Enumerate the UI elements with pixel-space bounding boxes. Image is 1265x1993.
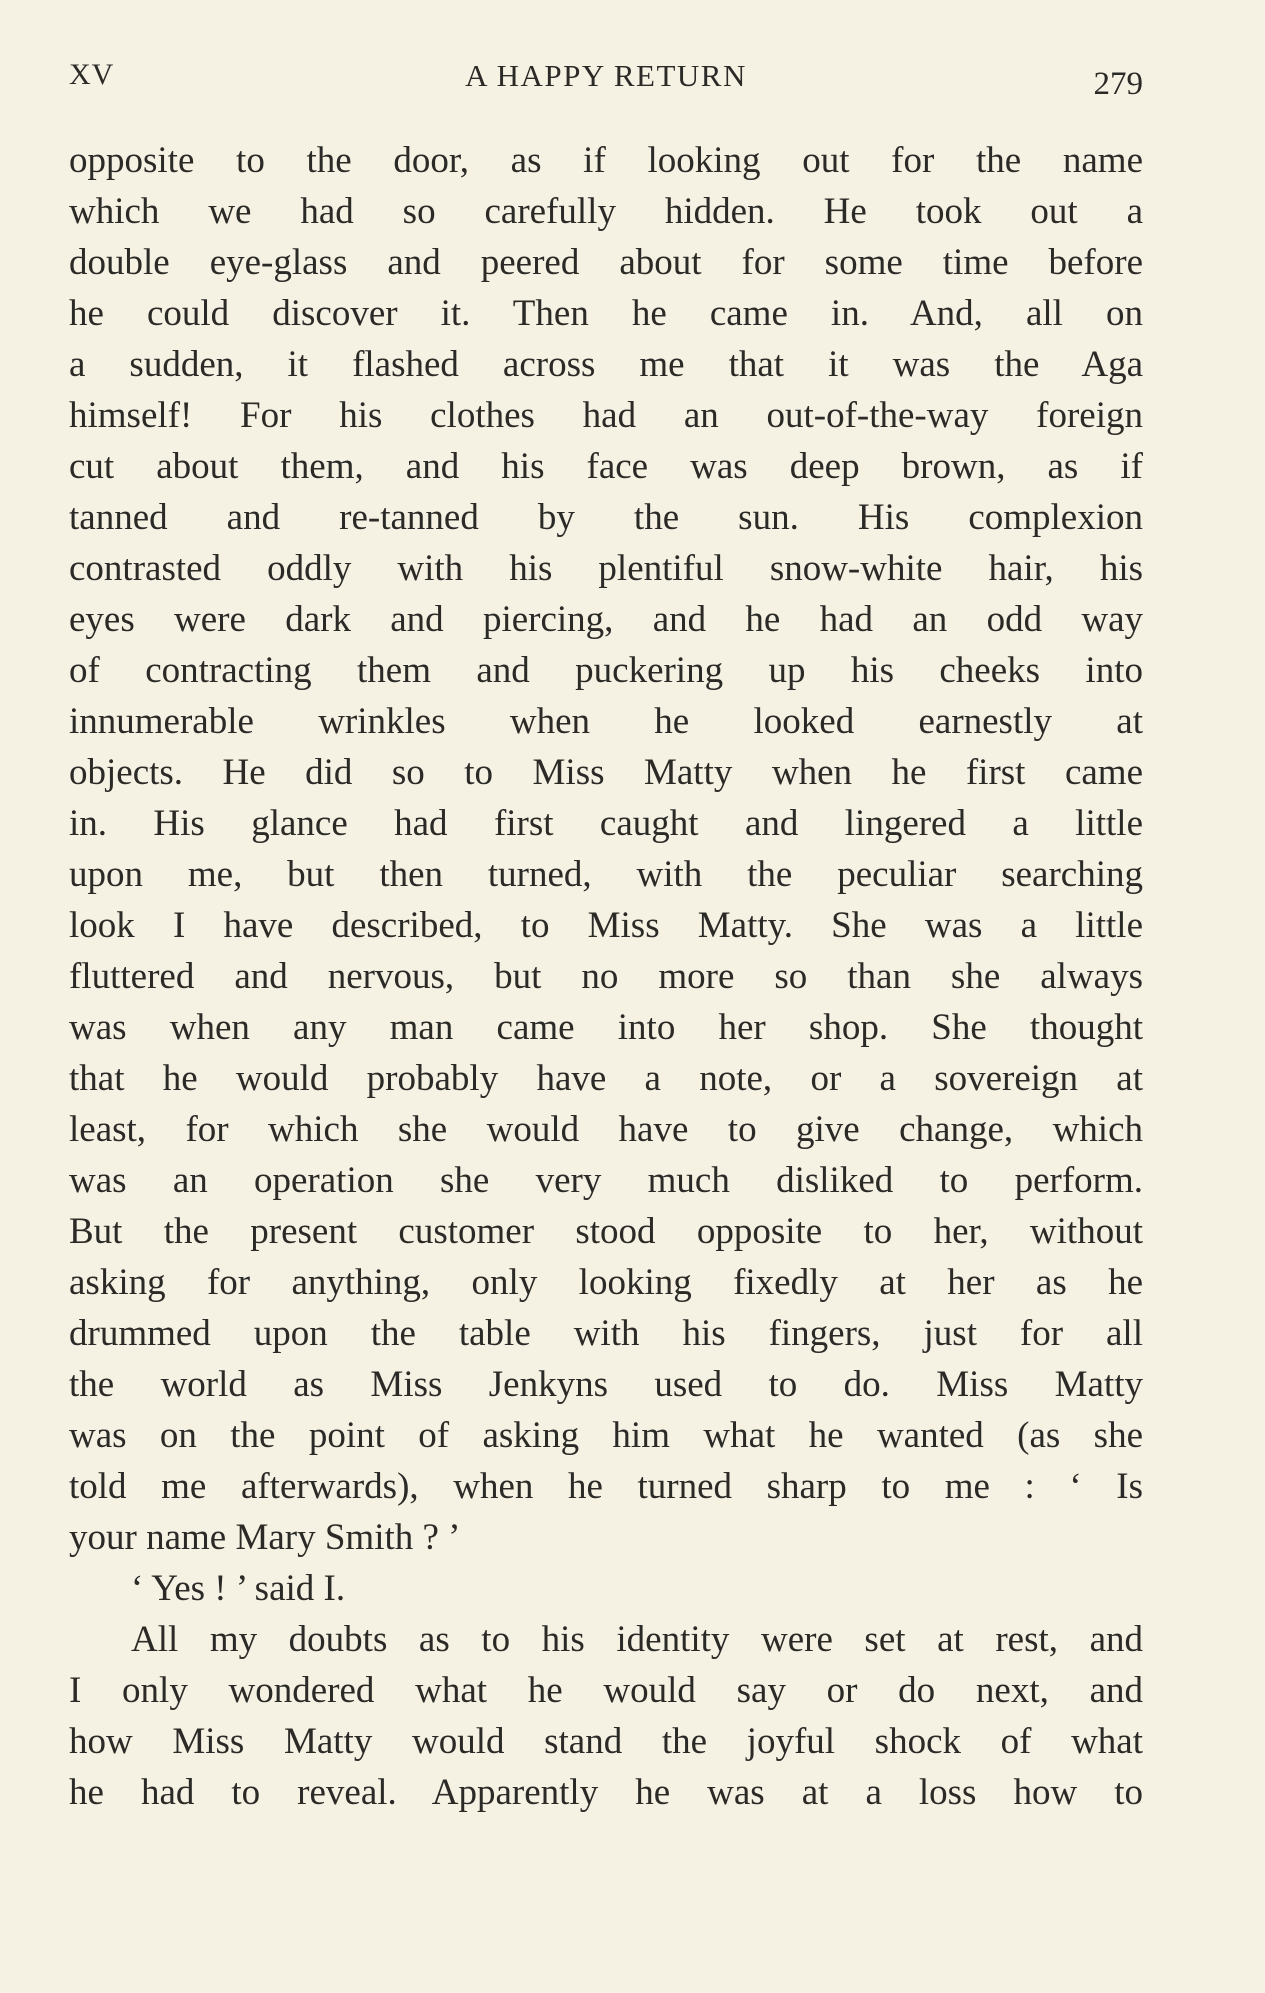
text-line: was an operation she very much disliked to perform.	[69, 1160, 1143, 1201]
running-head	[69, 58, 1143, 102]
text-line: ‘ Yes ! ’ said I.	[131, 1568, 346, 1609]
text-line: fluttered and nervous, but no more so than she always	[69, 956, 1143, 997]
text-line: look I have described, to Miss Matty. She was a little	[69, 905, 1143, 946]
text-line: he had to reveal. Apparently he was at a loss how to	[69, 1772, 1143, 1813]
page-number: 279	[1093, 66, 1143, 102]
chapter-title: A HAPPY RETURN	[465, 58, 747, 93]
text-line: I only wondered what he would say or do next, and	[69, 1670, 1143, 1711]
text-line: upon me, but then turned, with the peculiar searching	[69, 854, 1143, 895]
text-line: a sudden, it flashed across me that it was the Aga	[69, 344, 1143, 385]
text-line: was when any man came into her shop. She thought	[69, 1007, 1143, 1048]
text-line: told me afterwards), when he turned sharp to me : ‘ Is	[69, 1466, 1143, 1507]
text-line: that he would probably have a note, or a sovereign at	[69, 1058, 1143, 1099]
text-line: how Miss Matty would stand the joyful shock of what	[69, 1721, 1143, 1762]
text-line: in. His glance had first caught and lingered a little	[69, 803, 1143, 844]
text-line: double eye-glass and peered about for some time before	[69, 242, 1143, 283]
text-line: he could discover it. Then he came in. And, all on	[69, 293, 1143, 334]
text-line: opposite to the door, as if looking out for the name	[69, 140, 1143, 181]
text-line: tanned and re-tanned by the sun. His complexion	[69, 497, 1143, 538]
text-line: of contracting them and puckering up his cheeks into	[69, 650, 1143, 691]
text-line: But the present customer stood opposite to her, without	[69, 1211, 1143, 1252]
chapter-number: XV	[69, 58, 115, 91]
body-text	[69, 135, 1143, 1818]
text-line: the world as Miss Jenkyns used to do. Miss Matty	[69, 1364, 1143, 1405]
text-line: objects. He did so to Miss Matty when he first came	[69, 752, 1143, 793]
text-line: was on the point of asking him what he wanted (as she	[69, 1415, 1143, 1456]
text-line: innumerable wrinkles when he looked earnestly at	[69, 701, 1143, 742]
text-line: least, for which she would have to give change, which	[69, 1109, 1143, 1150]
text-line: eyes were dark and piercing, and he had an odd way	[69, 599, 1143, 640]
text-line: drummed upon the table with his fingers, just for all	[69, 1313, 1143, 1354]
text-line: cut about them, and his face was deep brown, as if	[69, 446, 1143, 487]
text-line: All my doubts as to his identity were set at rest, and	[131, 1619, 1143, 1660]
text-line: contrasted oddly with his plentiful snow-white hair, his	[69, 548, 1143, 589]
text-line: asking for anything, only looking fixedly at her as he	[69, 1262, 1143, 1303]
text-line: your name Mary Smith ? ’	[69, 1517, 461, 1558]
text-line: himself! For his clothes had an out-of-the-way foreign	[69, 395, 1143, 436]
text-line: which we had so carefully hidden. He took out a	[69, 191, 1143, 232]
